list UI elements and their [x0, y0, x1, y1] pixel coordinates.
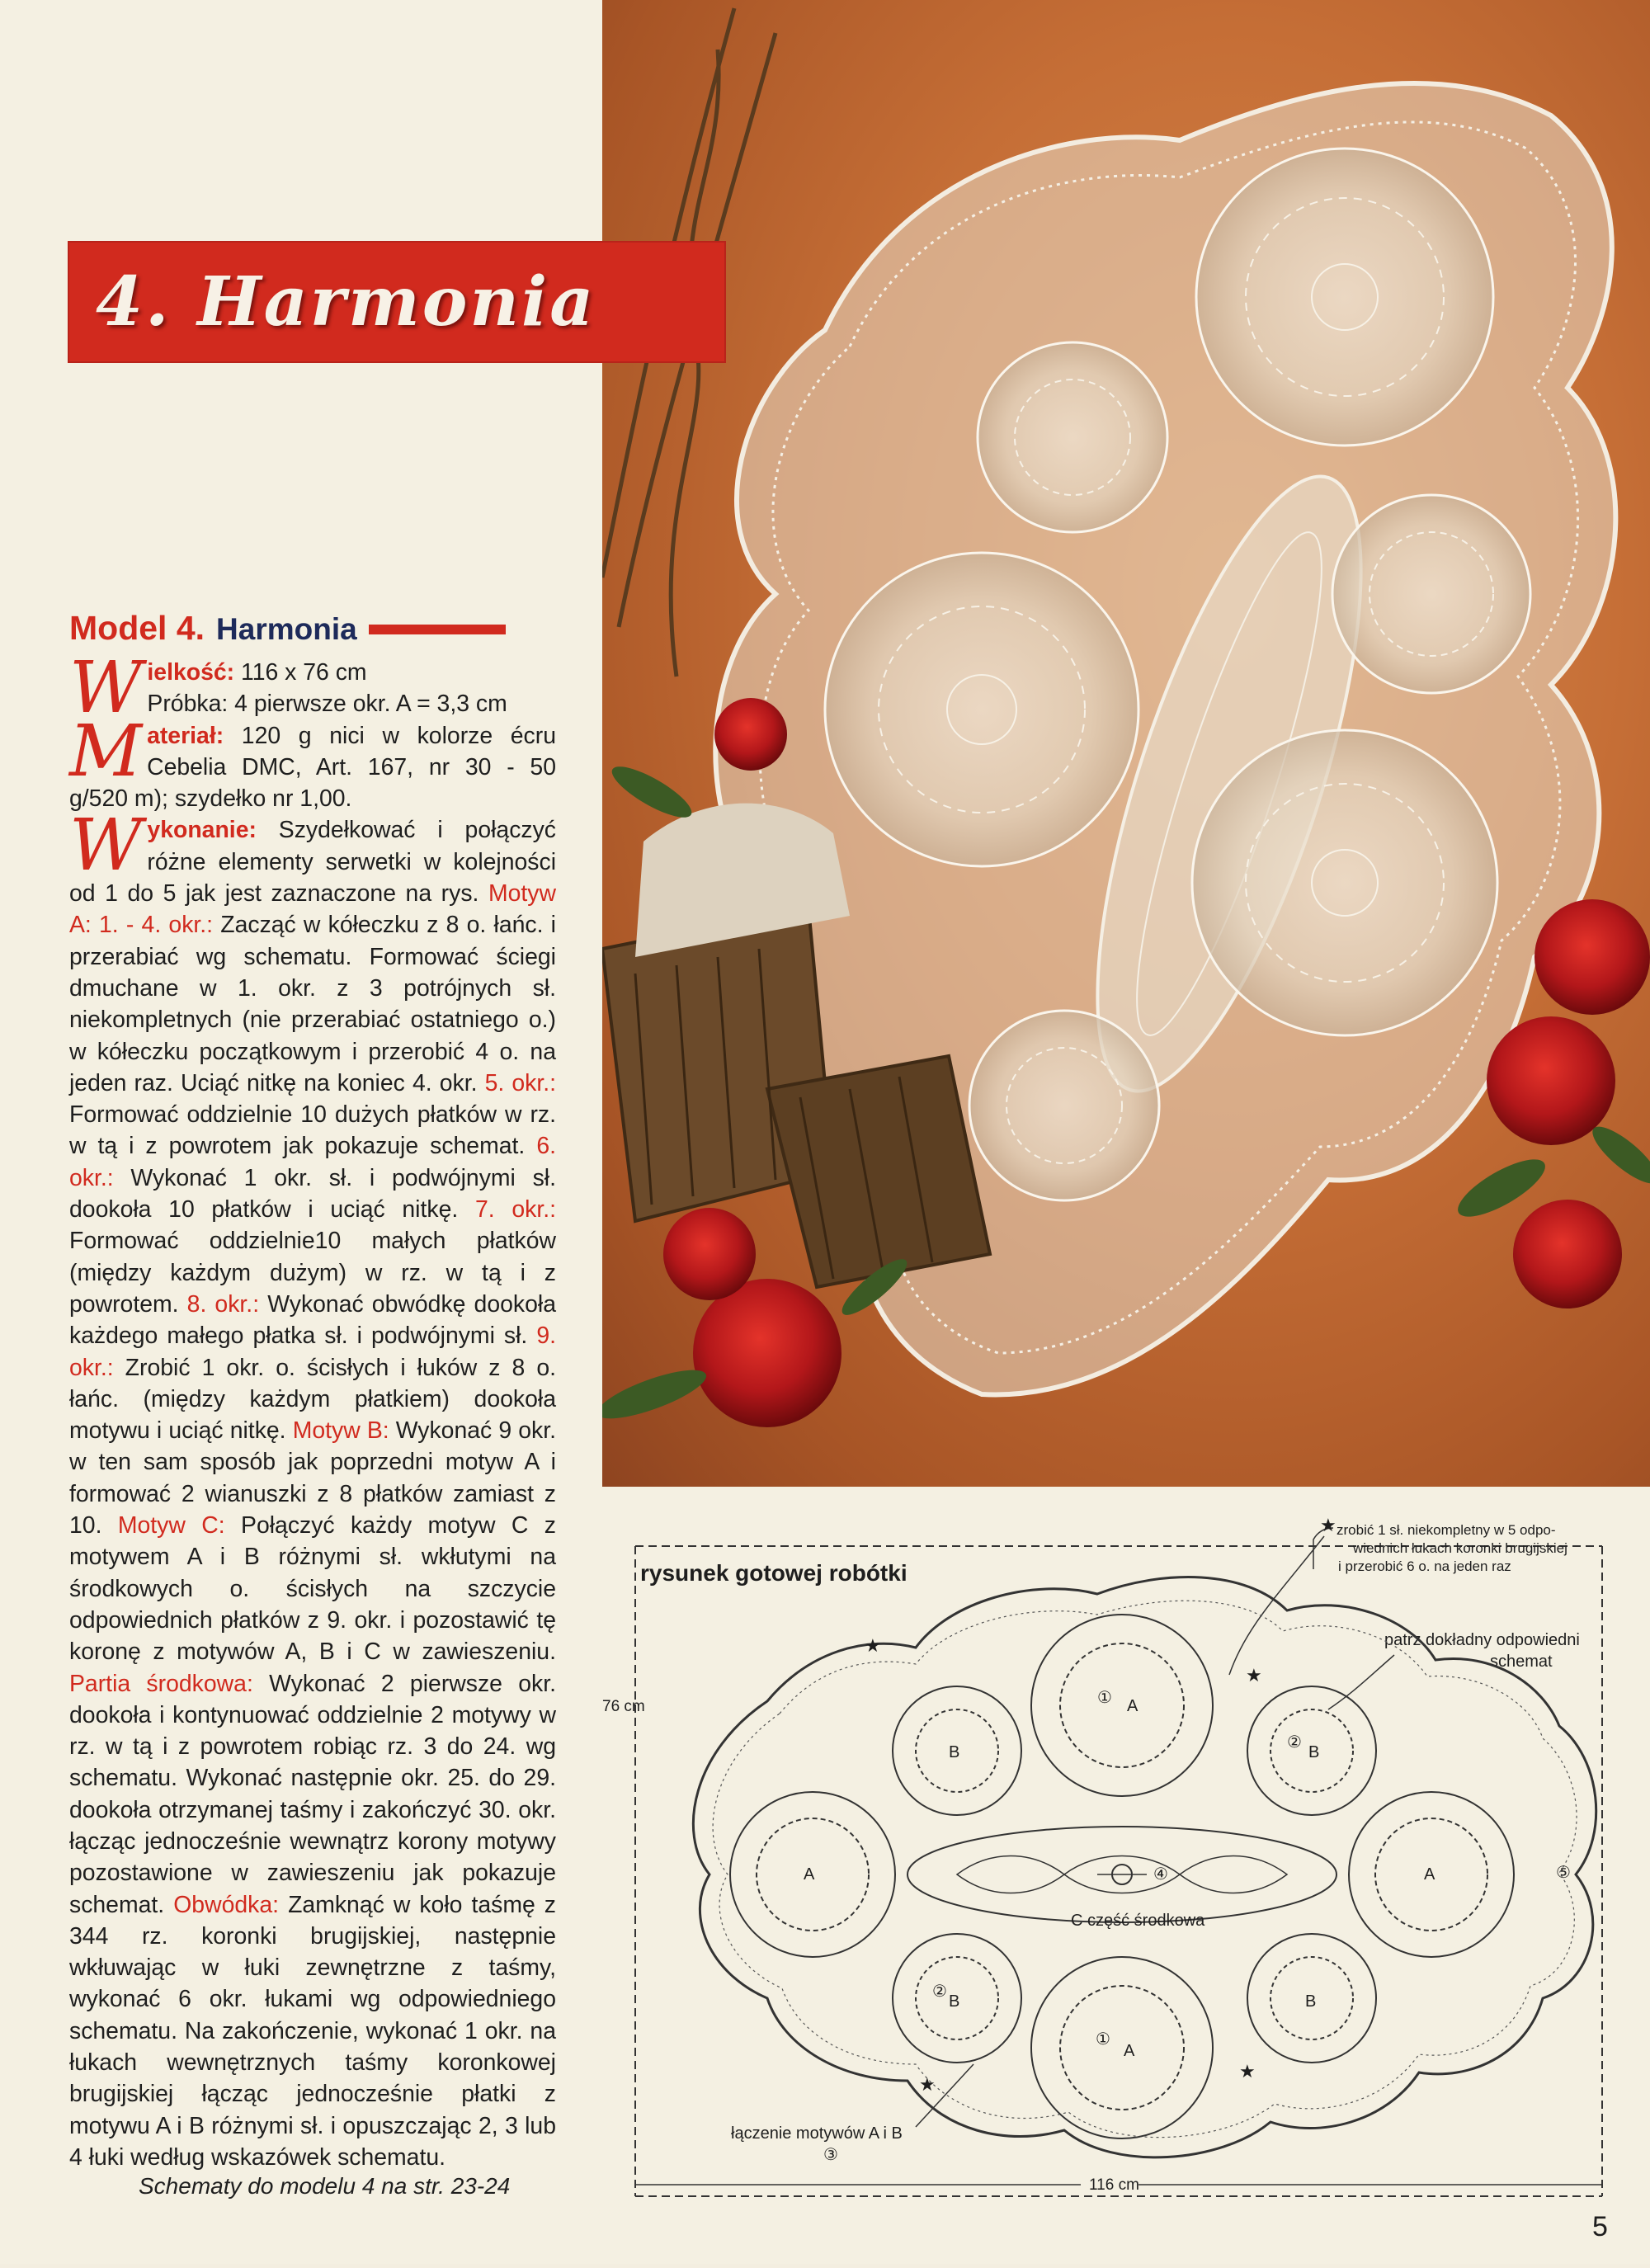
doily-photo: [602, 0, 1650, 1487]
step-label: 8. okr.:: [186, 1290, 260, 1318]
sample-text: Próbka: 4 pierwsze okr. A = 3,3 cm: [147, 691, 507, 718]
step-label: Motyw C:: [117, 1512, 225, 1540]
work-value: Szydełkować i połączyć różne elementy serwetki w kolejności od 1 do 5 jak jest zaznaczone na rys.: [69, 817, 556, 908]
label-a: A: [1124, 2042, 1135, 2060]
instructions-text: [69, 647, 557, 2173]
step-label: Motyw B:: [292, 1417, 389, 1445]
note-1-line-2: wiednich łukach koronki brugijskiej: [1353, 1540, 1568, 1556]
note-1-line-3: i przerobić 6 o. na jeden raz: [1338, 1558, 1511, 1574]
work-paragraph: [69, 804, 557, 2173]
note-2-line-2: schemat: [1490, 1653, 1553, 1671]
model-heading: [69, 609, 564, 648]
work-label: ykonanie:: [147, 817, 257, 844]
label-4: ④: [1153, 1865, 1168, 1884]
doily-illustration: [602, 0, 1650, 1487]
step-label: Partia środkowa:: [69, 1670, 253, 1697]
height-label: 76 cm: [602, 1698, 645, 1715]
model-label: Model 4.: [69, 609, 205, 647]
model-name: Harmonia: [216, 612, 357, 646]
label-b: B: [1308, 1743, 1320, 1761]
step-label: 6. okr.:: [69, 1133, 556, 1191]
step-label: 5. okr.:: [484, 1069, 556, 1096]
step-text: Formować oddzielnie10 małych płatków (między każdym dużym) w rz. w tą i z powrotem.: [69, 1228, 556, 1318]
schematy-note: Schematy do modelu 4 na str. 23-24: [139, 2173, 511, 2199]
step-text: Zacząć w kółeczku z 8 o. łańc. i przerabiać wg schematu. Formować ściegi dmuchane w 1. okr. z 3 potrójnych sł. niekompletnych (nie przerabiać ostatniego o.) w kółeczku początkowym i przerobić 4 o. na jeden raz. Uciąć nitkę na koniec 4. okr.: [69, 912, 556, 1096]
step-text: Wykonać 1 okr. sł. i podwójnymi sł. dookoła 10 płatków i uciąć nitkę.: [69, 1164, 556, 1224]
title-banner: [68, 241, 726, 363]
finished-work-diagram: [602, 1487, 1650, 2264]
label-b: B: [1305, 1992, 1317, 2011]
label-1: ①: [1096, 2030, 1110, 2049]
diagram-title: rysunek gotowej robótki: [640, 1560, 908, 1586]
drop-cap: W: [69, 647, 143, 729]
page-number: 5: [1592, 2211, 1608, 2242]
size-value: 116 x 76 cm: [234, 659, 367, 686]
step-text: Wykonać 2 pierwsze okr. dookoła i kontynuować oddzielnie 2 motywy w rz. w tą i z powrotem robiąc rz. 3 do 24. wg schematu. Wykonać następnie okr. 25. do 29. dookoła otrzymanej taśmy i zakończyć 30. okr. łącząc jednocześnie wewnątrz korony motywy pozostawione w zawieszeniu jak pokazuje schemat.: [69, 1670, 556, 1918]
label-b: B: [949, 1743, 960, 1761]
width-label: 116 cm: [1089, 2176, 1139, 2194]
drop-cap: M: [69, 710, 143, 793]
label-5: ⑤: [1556, 1864, 1571, 1882]
label-1: ①: [1097, 1689, 1112, 1707]
label-2: ②: [1287, 1733, 1302, 1752]
svg-text:★: ★: [1239, 2061, 1256, 2082]
note-1-line-1: zrobić 1 sł. niekompletny w 5 odpo-: [1336, 1522, 1556, 1538]
svg-text:★: ★: [1246, 1665, 1262, 1686]
step-label: Motyw A: 1. - 4. okr.:: [69, 880, 556, 939]
label-3: ③: [823, 2146, 838, 2164]
size-label: ielkość:: [147, 659, 235, 686]
label-2: ②: [932, 1983, 947, 2001]
note-2-line-1: patrz dokładny odpowiedni: [1384, 1631, 1580, 1649]
material-value: 120 g nici w kolorze écru Cebelia DMC, Art. 167, nr 30 - 50 g/520 m); szydełko nr 1,00.: [69, 722, 556, 813]
svg-text:★: ★: [919, 2074, 936, 2095]
material-paragraph: [69, 710, 556, 815]
center-label: C część środkowa: [1071, 1912, 1205, 1930]
label-a: A: [804, 1865, 815, 1884]
step-label: Obwódka:: [173, 1891, 280, 1918]
step-label: 7. okr.:: [474, 1196, 556, 1224]
drop-cap: W: [69, 804, 143, 888]
step-text: Zrobić 1 okr. o. ścisłych i łuków z 8 o. łańc. (między każdym płatkiem) dookoła motywu i uciąć nitkę.: [69, 1354, 556, 1445]
size-paragraph: [69, 647, 556, 729]
svg-text:★: ★: [1320, 1515, 1336, 1535]
step-text: Wykonać 9 okr. w ten sam sposób jak poprzedni motyw A i formować 2 wianuszki z 8 płatków zamiast z 10.: [69, 1417, 556, 1540]
svg-text:★: ★: [865, 1635, 881, 1656]
label-b: B: [949, 1992, 960, 2011]
material-label: ateriał:: [147, 722, 224, 749]
step-label: 9. okr.:: [69, 1323, 556, 1381]
heading-rule: [369, 625, 506, 634]
join-label: łączenie motywów A i B: [731, 2124, 903, 2143]
step-text: Formować oddzielnie 10 dużych płatków w rz. w tą i z powrotem jak pokazuje schemat.: [69, 1101, 556, 1160]
step-text: Wykonać obwódkę dookoła każdego małego płatka sł. i podwójnymi sł.: [69, 1290, 557, 1350]
step-text: Zamknąć w koło taśmę z 344 rz. koronki brugijskiej, następnie wkłuwając w łuki zewnętrzne z taśmy, wykonać 6 okr. łukami wg odpowiedniego schematu. Na zakończenie, wykonać 1 okr. na łukach wewnętrznych taśmy koronkowej brugijskiej łącząc jednocześnie płatki z motywu A i B różnymi sł. i opuszczając 2, 3 lub 4 łuki według wskazówek schematu.: [69, 1891, 556, 2171]
label-a: A: [1424, 1865, 1436, 1884]
diagram-svg: [602, 1487, 1650, 2264]
step-text: Połączyć każdy motyw C z motywem A i B różnymi sł. wkłutymi na środkowych o. ścisłych na szczycie odpowiednich płatków z 9. okr. i pozostawić tę koronę z motywów A, B i C w zawieszeniu.: [69, 1512, 556, 1666]
page-title: 4. Harmonia: [96, 262, 596, 342]
label-a: A: [1127, 1697, 1138, 1715]
